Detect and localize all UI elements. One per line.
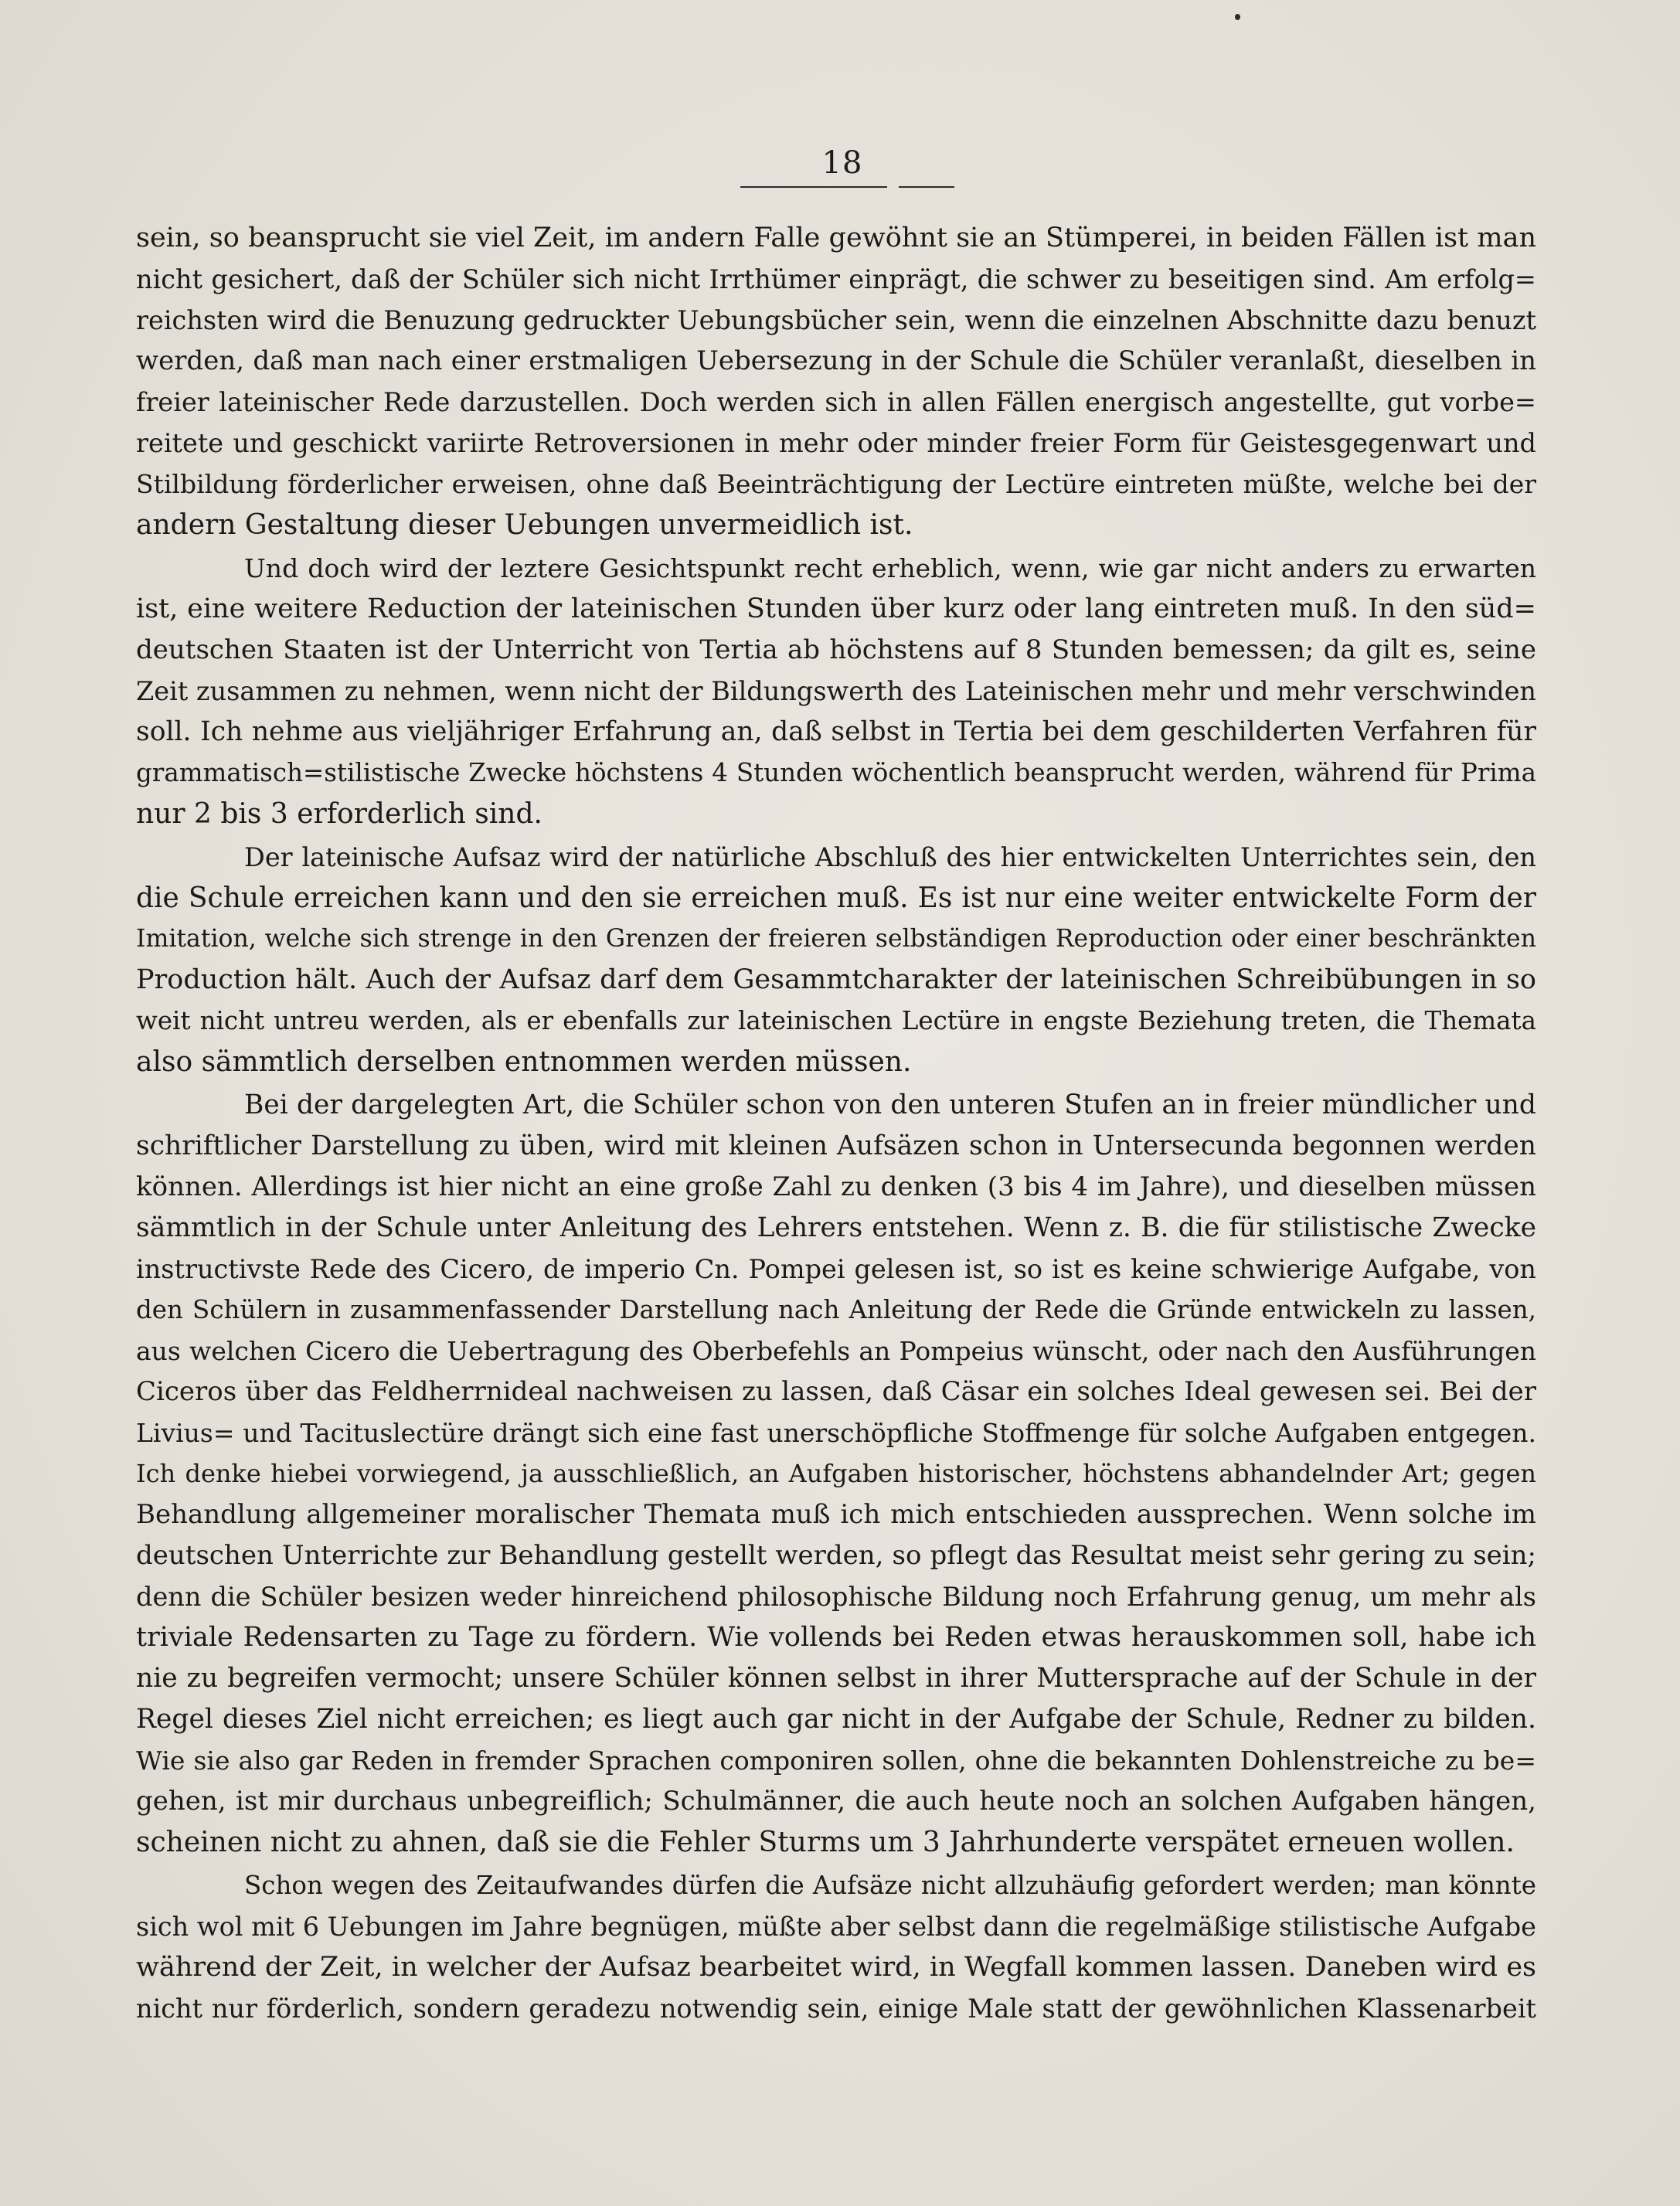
header-rule-right [899,186,954,188]
paragraph [136,837,1536,1083]
text-line: aus welchen Cicero die Uebertragung des Oberbefehls an Pompeius wünscht, oder nach den Ausführungen [136,1336,1536,1366]
text-line: ist, eine weitere Reduction der lateinischen Stunden über kurz oder lang eintreten muß. In den süd= [136,593,1536,624]
text-line: Stilbildung förderlicher erweisen, ohne daß Beeinträchtigung der Lectüre eintreten müßte, welche bei der [136,469,1536,499]
text-line: soll. Ich nehme aus vieljähriger Erfahrung an, daß selbst in Tertia bei dem geschilderten Verfahren für [136,716,1536,747]
paragraph [136,1085,1536,1863]
text-line: reitete und geschickt variirte Retroversionen in mehr oder minder freier Form für Geistesgegenwart und [136,428,1536,458]
text-line: sein, so beansprucht sie viel Zeit, im andern Falle gewöhnt sie an Stümperei, in beiden Fällen ist man [136,223,1536,253]
text-line: Behandlung allgemeiner moralischer Themata muß ich mich entschieden aussprechen. Wenn solche im [136,1499,1536,1530]
text-line: Ciceros über das Feldherrnideal nachweisen zu lassen, daß Cäsar ein solches Ideal gewesen sei. Bei der [136,1376,1536,1407]
text-line: nicht nur förderlich, sondern geradezu notwendig sein, einige Male statt der gewöhnlichen Klassenarbeit [136,1994,1536,2024]
header-rule-left [740,186,887,188]
text-line: Und doch wird der leztere Gesichtspunkt recht erheblich, wenn, wie gar nicht anders zu erwarten [244,553,1536,583]
text-line: Der lateinische Aufsaz wird der natürliche Abschluß des hier entwickelten Unterrichtes sein, den [244,842,1536,872]
text-line: nie zu begreifen vermocht; unsere Schüler können selbst in ihrer Muttersprache auf der Schule in der [136,1663,1536,1694]
text-line: können. Allerdings ist hier nicht an eine große Zahl zu denken (3 bis 4 im Jahre), und dieselben müssen [136,1171,1536,1202]
body-text [136,218,1536,2029]
text-line: scheinen nicht zu ahnen, daß sie die Fehler Sturms um 3 Jahrhunderte verspätet erneuen wollen. [136,1827,1515,1858]
text-line: freier lateinischer Rede darzustellen. Doch werden sich in allen Fällen energisch angestellte, gut vorbe= [136,387,1536,417]
text-line: reichsten wird die Benuzung gedruckter Uebungsbücher sein, wenn die einzelnen Abschnitte dazu benuzt [136,305,1536,335]
text-line: nicht gesichert, daß der Schüler sich nicht Irrthümer einprägt, die schwer zu beseitigen sind. Am erfolg= [136,264,1536,294]
text-line: Production hält. Auch der Aufsaz darf dem Gesammtcharakter der lateinischen Schreibübungen in so [136,964,1536,995]
text-line: schriftlicher Darstellung zu üben, wird mit kleinen Aufsäzen schon in Untersecunda begonnen werden [136,1130,1536,1161]
text-line: also sämmtlich derselben entnommen werden müssen. [136,1046,912,1078]
text-line: Bei der dargelegten Art, die Schüler schon von den unteren Stufen an in freier mündlicher und [244,1089,1536,1120]
text-line: während der Zeit, in welcher der Aufsaz bearbeitet wird, in Wegfall kommen lassen. Daneben wird es [136,1952,1536,1983]
text-line: deutschen Unterrichte zur Behandlung gestellt werden, so pflegt das Resultat meist sehr gering zu sein; [136,1540,1536,1571]
text-line: werden, daß man nach einer erstmaligen Uebersezung in der Schule die Schüler veranlaßt, dieselben in [136,345,1536,376]
text-line: Livius= und Tacituslectüre drängt sich eine fast unerschöpfliche Stoffmenge für solche Aufgaben entgegen. [136,1418,1536,1448]
text-line: Schon wegen des Zeitaufwandes dürfen die Aufsäze nicht allzuhäufig gefordert werden; man könnte [244,1871,1536,1900]
text-line: Regel dieses Ziel nicht erreichen; es liegt auch gar nicht in der Aufgabe der Schule, Redner zu bilden. [136,1704,1536,1735]
text-line: den Schülern in zusammenfassender Darstellung nach Anleitung der Rede die Gründe entwickeln zu lassen, [136,1295,1536,1324]
text-line: deutschen Staaten ist der Unterricht von Tertia ab höchstens auf 8 Stunden bemessen; da gilt es, seine [136,634,1536,665]
text-line: nur 2 bis 3 erforderlich sind. [136,798,542,830]
page-number: 18 [821,145,863,181]
text-line: die Schule erreichen kann und den sie erreichen muß. Es ist nur eine weiter entwickelte Form der [136,882,1536,914]
ink-speck [1235,14,1240,20]
text-line: Imitation, welche sich strenge in den Grenzen der freieren selbständigen Reproduction oder einer beschränkten [136,925,1536,953]
text-line: grammatisch=stilistische Zwecke höchstens 4 Stunden wöchentlich beansprucht werden, während für Prima [136,758,1536,787]
text-line: triviale Redensarten zu Tage zu fördern. Wie vollends bei Reden etwas herauskommen soll, habe ich [136,1622,1536,1653]
text-line: denn die Schüler besizen weder hinreichend philosophische Bildung noch Erfahrung genug, um mehr als [136,1582,1536,1612]
text-line: gehen, ist mir durchaus unbegreiflich; Schulmänner, die auch heute noch an solchen Aufgaben hängen, [136,1786,1536,1817]
text-line: weit nicht untreu werden, als er ebenfalls zur lateinischen Lectüre in engste Beziehung treten, die Themata [136,1006,1536,1035]
text-line: andern Gestaltung dieser Uebungen unvermeidlich ist. [136,509,913,541]
paragraph [136,548,1536,834]
text-line: sich wol mit 6 Uebungen im Jahre begnügen, müßte aber selbst dann die regelmäßige stilistische Aufgabe [136,1912,1536,1942]
text-line: Ich denke hiebei vorwiegend, ja ausschließlich, an Aufgaben historischer, höchstens abhandelnder Art; gegen [136,1459,1536,1488]
text-line: sämmtlich in der Schule unter Anleitung des Lehrers entstehen. Wenn z. B. die für stilistische Zwecke [136,1212,1536,1243]
paragraph [136,218,1536,546]
paragraph [136,1865,1536,2029]
text-line: instructivste Rede des Cicero, de imperio Cn. Pompei gelesen ist, so ist es keine schwierige Aufgabe, von [136,1254,1536,1284]
text-line: Wie sie also gar Reden in fremder Sprachen componiren sollen, ohne die bekannten Dohlenstreiche zu be= [136,1745,1536,1776]
text-line: Zeit zusammen zu nehmen, wenn nicht der Bildungswerth des Lateinischen mehr und mehr verschwinden [136,676,1536,706]
